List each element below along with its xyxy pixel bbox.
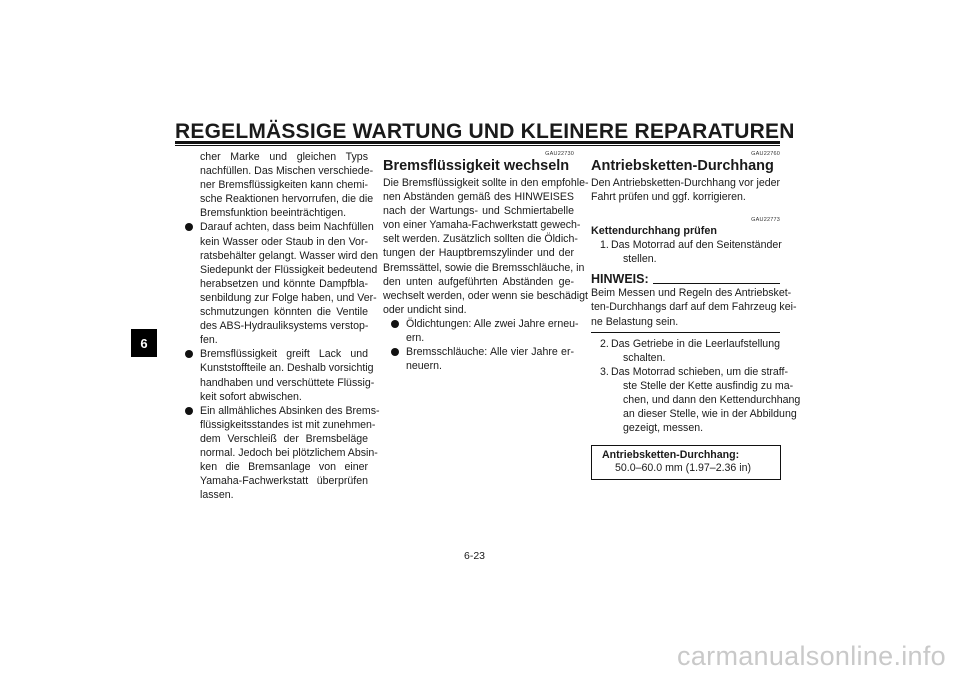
text-line: Das Getriebe in die Leerlaufstellung bbox=[611, 337, 780, 350]
text-line: Ein allmähliches Absinken des Brems- bbox=[200, 404, 380, 417]
text-line: sche Reaktionen hervorrufen, die die bbox=[200, 193, 374, 206]
watermark: carmanualsonline.info bbox=[677, 641, 946, 671]
text-line: dem Verschleiß der Bremsbeläge bbox=[200, 432, 368, 445]
text-line: Yamaha-Fachwerkstatt überprüfen bbox=[200, 475, 368, 488]
bullet-icon bbox=[185, 223, 193, 231]
text-line: Fahrt prüfen und ggf. korrigieren. bbox=[591, 191, 746, 204]
page-title: REGELMÄSSIGE WARTUNG UND KLEINERE REPARATUREN bbox=[175, 120, 795, 143]
text-line: herabsetzen und könnte Dampfbla- bbox=[200, 277, 368, 290]
section-heading: Bremsflüssigkeit wechseln bbox=[383, 158, 570, 174]
text-line: normal. Jedoch bei plötzlichem Absin- bbox=[200, 446, 378, 459]
text-line: wechselt werden, oder wenn sie beschädigt bbox=[383, 289, 588, 302]
bullet-item bbox=[185, 404, 380, 503]
bullet-item bbox=[383, 345, 574, 373]
note-label: HINWEIS: bbox=[591, 272, 649, 287]
text-line: fen. bbox=[200, 334, 218, 347]
bullet-item bbox=[383, 317, 579, 345]
chapter-tab: 6 bbox=[131, 329, 157, 357]
note-header bbox=[591, 272, 780, 286]
sub-heading: Kettendurchhang prüfen bbox=[591, 225, 717, 238]
text-line: cher Marke und gleichen Typs bbox=[200, 151, 368, 163]
text-line: ner Bremsflüssigkeiten kann chemi- bbox=[200, 179, 368, 192]
text-line: ste Stelle der Kette ausfindig zu ma- bbox=[623, 379, 794, 392]
section-code: GAU22730 bbox=[545, 151, 574, 157]
text-line: handhaben und verschüttete Flüssig- bbox=[200, 376, 375, 389]
text-line: Siedepunkt der Flüssigkeit bedeutend bbox=[200, 263, 378, 276]
bullet-icon bbox=[185, 350, 193, 358]
bullet-icon bbox=[391, 320, 399, 328]
intro-paragraph bbox=[185, 150, 374, 220]
text-line: neuern. bbox=[406, 360, 442, 373]
text-line: Bremsflüssigkeit greift Lack und bbox=[200, 348, 368, 361]
text-line: tungen der Hauptbremszylinder und der bbox=[383, 247, 574, 260]
text-line: Das Motorrad schieben, um die straff- bbox=[611, 365, 789, 378]
note-end-rule bbox=[591, 332, 780, 333]
text-line: schmutzungen könnten die Ventile bbox=[200, 306, 368, 319]
text-line: an dieser Stelle, wie in der Abbildung bbox=[623, 408, 797, 421]
column-middle bbox=[383, 150, 589, 373]
bullet-icon bbox=[391, 348, 399, 356]
text-line: Darauf achten, dass beim Nachfüllen bbox=[200, 221, 374, 234]
spec-value: 50.0–60.0 mm (1.97–2.36 in) bbox=[615, 462, 752, 475]
text-line: nen Abständen gemäß des HINWEISES bbox=[383, 191, 574, 204]
text-line: Bremsfunktion beeinträchtigen. bbox=[200, 207, 347, 220]
text-line: stellen. bbox=[623, 253, 657, 266]
step-item bbox=[591, 337, 780, 365]
text-line: lassen. bbox=[200, 489, 234, 502]
text-line: Bremsschläuche: Alle vier Jahre er- bbox=[406, 346, 574, 359]
note-rule bbox=[653, 283, 780, 284]
bullet-item bbox=[185, 220, 379, 347]
text-line: ratsbehälter gelangt. Wasser wird den bbox=[200, 249, 379, 262]
body-paragraph bbox=[591, 176, 780, 204]
text-line: senbildung zur Folge haben, und Ver- bbox=[200, 291, 377, 304]
text-line: flüssigkeitsstandes ist mit zunehmen- bbox=[200, 418, 376, 431]
text-line: chen, und dann den Kettendurchhang bbox=[623, 394, 801, 407]
text-line: schalten. bbox=[623, 351, 666, 364]
text-line: Den Antriebsketten-Durchhang vor jeder bbox=[591, 177, 781, 189]
step-item bbox=[591, 238, 780, 266]
body-paragraph bbox=[383, 176, 589, 317]
text-line: ten-Durchhangs darf auf dem Fahrzeug kei- bbox=[591, 301, 797, 314]
text-line: den unten aufgeführten Abständen ge- bbox=[383, 275, 574, 288]
text-line: Öldichtungen: Alle zwei Jahre erneu- bbox=[406, 317, 579, 330]
step-number: 2. bbox=[600, 337, 609, 350]
text-line: gezeigt, messen. bbox=[623, 422, 704, 435]
column-left bbox=[185, 150, 380, 502]
bullet-item bbox=[185, 347, 375, 403]
text-line: nach der Wartungs- und Schmiertabelle bbox=[383, 205, 574, 218]
page-number: 6-23 bbox=[464, 550, 486, 562]
text-line: ken die Bremsanlage von einer bbox=[200, 461, 368, 474]
text-line: Die Bremsflüssigkeit sollte in den empfohle- bbox=[383, 177, 589, 189]
spec-title: Antriebsketten-Durchhang: bbox=[602, 449, 740, 462]
section-code: GAU22760 bbox=[751, 151, 780, 157]
text-line: Das Motorrad auf den Seitenständer bbox=[611, 239, 782, 252]
text-line: des ABS-Hydrauliksystems verstop- bbox=[200, 320, 369, 333]
text-line: Kunststoffteile an. Deshalb vorsichtig bbox=[200, 362, 374, 375]
text-line: von einer Yamaha-Fachwerkstatt gewech- bbox=[383, 219, 581, 232]
text-line: kein Wasser oder Staub in den Vor- bbox=[200, 235, 368, 248]
text-line: Bremssättel, sowie die Bremsschläuche, in bbox=[383, 261, 585, 274]
step-number: 1. bbox=[600, 239, 609, 252]
section-code: GAU22773 bbox=[751, 217, 780, 224]
step-number: 3. bbox=[600, 365, 609, 378]
spec-box bbox=[591, 445, 781, 480]
text-line: selt werden. Zusätzlich sollten die Öldich- bbox=[383, 233, 578, 246]
text-line: Beim Messen und Regeln des Antriebsket- bbox=[591, 287, 792, 300]
text-line: ern. bbox=[406, 332, 425, 345]
text-line: keit sofort abwischen. bbox=[200, 390, 302, 403]
header-rule bbox=[175, 141, 780, 146]
text-line: ne Belastung sein. bbox=[591, 315, 679, 328]
step-item bbox=[591, 365, 801, 435]
text-line: nachfüllen. Das Mischen verschiede- bbox=[200, 165, 374, 178]
section-heading: Antriebsketten-Durchhang bbox=[591, 158, 774, 174]
column-right bbox=[591, 150, 801, 480]
text-line: oder undicht sind. bbox=[383, 303, 467, 316]
note-body bbox=[591, 286, 797, 328]
bullet-icon bbox=[185, 407, 193, 415]
